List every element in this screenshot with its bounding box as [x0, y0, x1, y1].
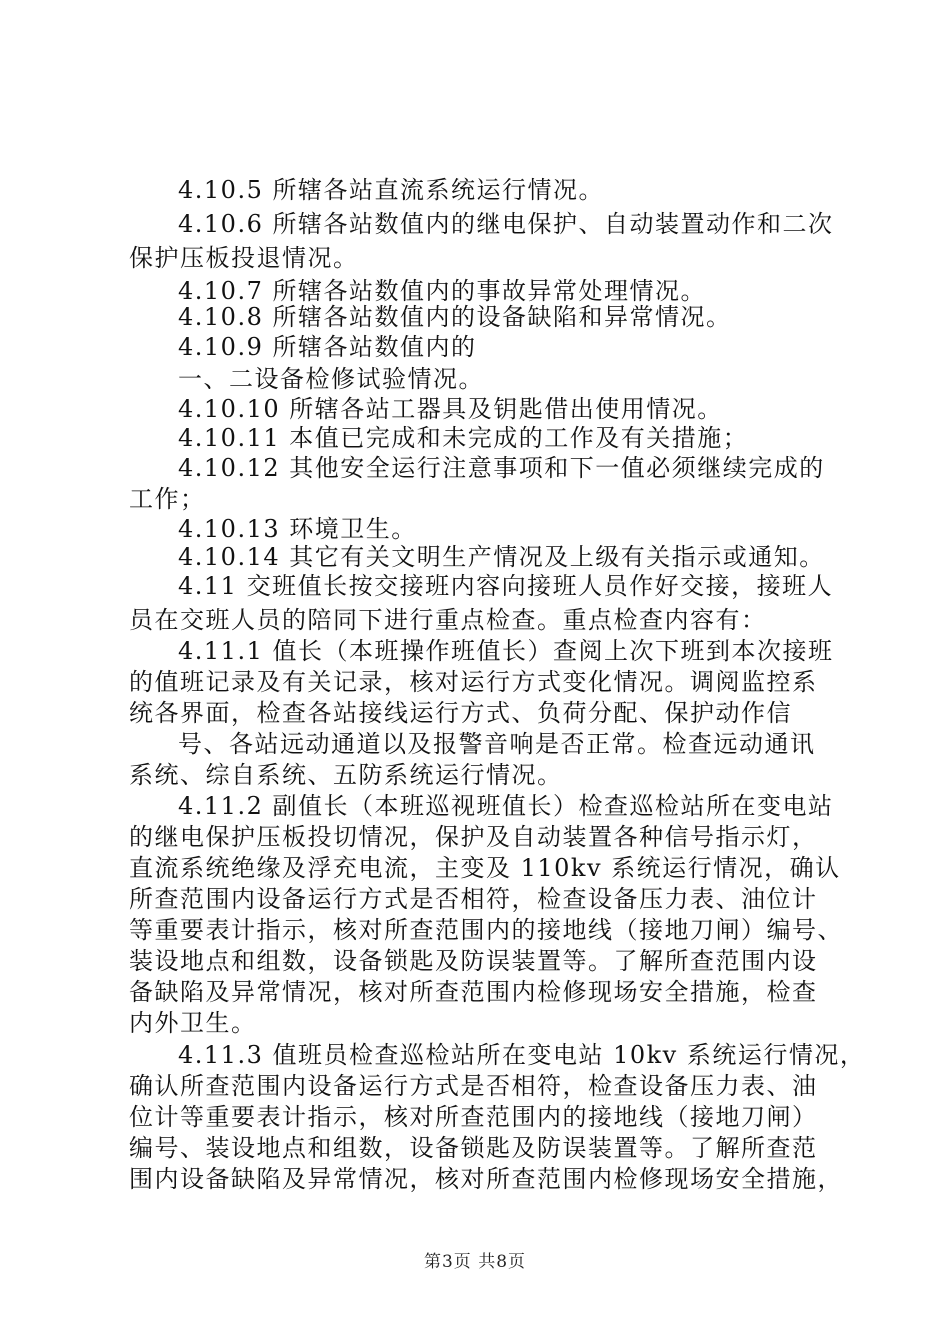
text-line: 直流系统绝缘及浮充电流，主变及 110kv 系统运行情况，确认 [129, 854, 841, 882]
page-footer: 第3页 共8页 [423, 1252, 527, 1272]
text-line: 4.10.11 本值已完成和未完成的工作及有关措施； [178, 424, 749, 452]
text-line: 号、各站远动通道以及报警音响是否正常。检查远动通讯 [178, 730, 816, 758]
text-line: 围内设备缺陷及异常情况，核对所查范围内检修现场安全措施， [129, 1165, 843, 1193]
text-line: 装设地点和组数，设备锁匙及防误装置等。了解所查范围内设 [129, 947, 818, 975]
text-line: 备缺陷及异常情况，核对所查范围内检修现场安全措施，检查 [129, 978, 818, 1006]
text-line: 4.10.13 环境卫生。 [178, 515, 417, 543]
text-line: 统各界面，检查各站接线运行方式、负荷分配、保护动作信 [129, 699, 792, 727]
text-line: 系统、综自系统、五防系统运行情况。 [129, 761, 563, 789]
text-line: 4.10.5 所辖各站直流系统运行情况。 [178, 176, 604, 204]
text-line: 4.11 交班值长按交接班内容向接班人员作好交接，接班人 [178, 572, 834, 600]
text-line: 4.10.6 所辖各站数值内的继电保护、自动装置动作和二次 [178, 210, 834, 238]
text-line: 4.10.9 所辖各站数值内的 [178, 333, 477, 361]
text-line: 所查范围内设备运行方式是否相符，检查设备压力表、油位计 [129, 885, 818, 913]
text-line: 等重要表计指示，核对所查范围内的接地线（接地刀闸）编号、 [129, 916, 843, 944]
text-line: 位计等重要表计指示，核对所查范围内的接地线（接地刀闸） [129, 1103, 818, 1131]
text-line: 一、二设备检修试验情况。 [178, 365, 484, 393]
text-line: 4.11.2 副值长（本班巡视班值长）检查巡检站所在变电站 [178, 792, 834, 820]
text-line: 的值班记录及有关记录，核对运行方式变化情况。调阅监控系 [129, 668, 818, 696]
text-line: 4.10.7 所辖各站数值内的事故异常处理情况。 [178, 277, 706, 305]
text-line: 4.10.12 其他安全运行注意事项和下一值必须继续完成的 [178, 454, 825, 482]
text-line: 工作； [129, 485, 206, 513]
text-line: 确认所查范围内设备运行方式是否相符，检查设备压力表、油 [129, 1072, 818, 1100]
text-line: 内外卫生。 [129, 1009, 257, 1037]
text-line: 保护压板投退情况。 [129, 244, 359, 272]
text-line: 4.10.10 所辖各站工器具及钥匙借出使用情况。 [178, 395, 723, 423]
text-line: 4.11.3 值班员检查巡检站所在变电站 10kv 系统运行情况， [178, 1041, 866, 1069]
text-line: 4.11.1 值长（本班操作班值长）查阅上次下班到本次接班 [178, 637, 834, 665]
text-line: 的继电保护压板投切情况，保护及自动装置各种信号指示灯， [129, 823, 818, 851]
text-line: 编号、装设地点和组数，设备锁匙及防误装置等。了解所查范 [129, 1134, 818, 1162]
text-line: 员在交班人员的陪同下进行重点检查。重点检查内容有： [129, 606, 767, 634]
text-line: 4.10.8 所辖各站数值内的设备缺陷和异常情况。 [178, 303, 732, 331]
text-line: 4.10.14 其它有关文明生产情况及上级有关指示或通知。 [178, 543, 825, 571]
